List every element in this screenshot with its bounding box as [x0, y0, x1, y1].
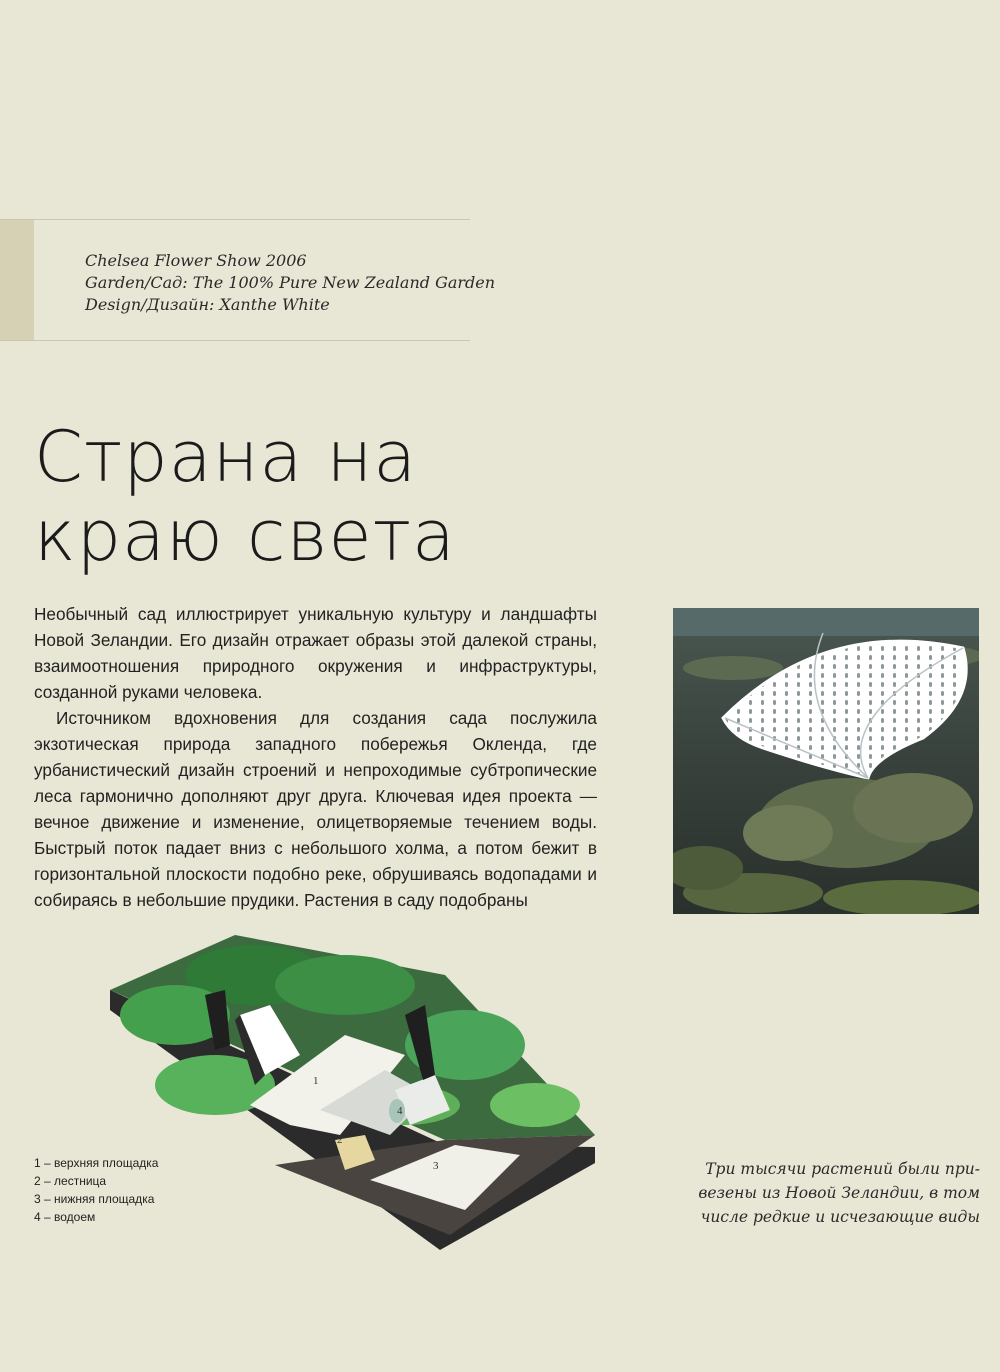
- caption-line-3: числе редкие и исчезающие виды: [700, 1208, 980, 1226]
- title-line-1: Страна на: [34, 416, 418, 498]
- legend-item: 2 – лестница: [34, 1174, 107, 1188]
- caption-line-1: Три тысячи растений были при-: [705, 1160, 980, 1178]
- legend-item: 3 – нижняя площадка: [34, 1192, 155, 1206]
- credit-show: Chelsea Flower Show 2006: [85, 251, 307, 270]
- garden-plan: [105, 935, 605, 1255]
- legend-item: 4 – водоем: [34, 1210, 96, 1224]
- credits-text: [85, 250, 495, 316]
- photo-caption: [680, 1157, 980, 1229]
- garden-plan-art: [105, 935, 605, 1255]
- legend-item: 1 – верхняя площадка: [34, 1156, 159, 1170]
- paragraph-2: Источником вдохновения для создания сада послужила экзотическая природа западного побережья Окленда, где урбанистический дизайн строений и непроходимые субтропические леса гармонично дополняют друг друга. Ключевая идея проекта — вечное движение и изменение, олицетворяемые течением воды. Быстрый поток падает вниз с небольшого холма, а потом бежит в горизонтальной плоскости подобно реке, обрушиваясь водопадами и собираясь в небольшие прудики. Растения в саду подобраны: [34, 708, 597, 910]
- title-line-2: краю света: [34, 495, 456, 577]
- credits-block: [0, 219, 496, 341]
- paragraph-1: Необычный сад иллюстрирует уникальную культуру и ландшафты Новой Зеландии. Его дизайн отражает образы этой далекой страны, взаимоотношения природного окружения и инфраструктуры, созданной руками человека.: [34, 604, 597, 702]
- caption-line-2: везены из Новой Зеландии, в том: [698, 1184, 980, 1202]
- sculpture-photo: [673, 608, 979, 914]
- credits-accent-bar: [0, 220, 34, 340]
- article-body: [34, 601, 597, 913]
- plan-label-2: 2: [337, 1134, 343, 1146]
- plan-legend: [34, 1154, 158, 1226]
- credit-design: Design/Дизайн: Xanthe White: [85, 295, 330, 314]
- plan-label-3: 3: [433, 1160, 439, 1172]
- article-title: [34, 418, 654, 576]
- sculpture-photo-art: [673, 608, 979, 914]
- credit-garden: Garden/Сад: The 100% Pure New Zealand Garden: [85, 273, 496, 292]
- plan-label-1: 1: [313, 1075, 319, 1087]
- plan-label-4: 4: [397, 1105, 403, 1117]
